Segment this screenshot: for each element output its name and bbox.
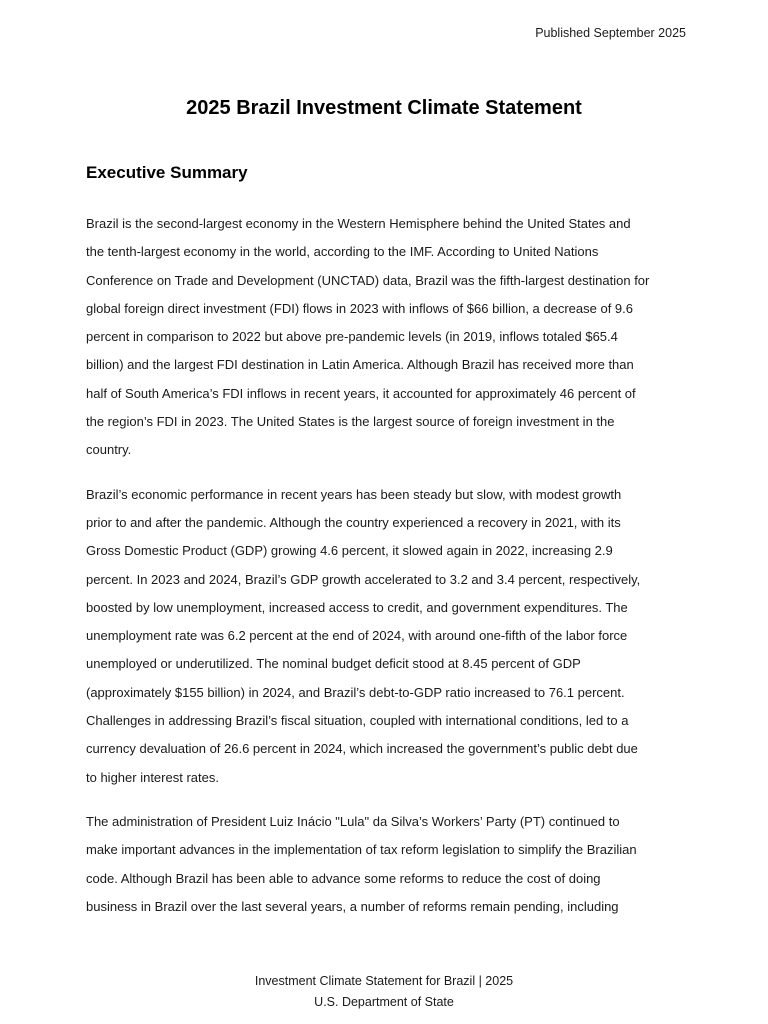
paragraph-line: Gross Domestic Product (GDP) growing 4.6 percent, it slowed again in 2022, increasing 2.9 — [86, 543, 613, 559]
paragraph-line: global foreign direct investment (FDI) flows in 2023 with inflows of $66 billion, a decrease of 9.6 — [86, 300, 634, 316]
page-footer — [0, 971, 768, 1013]
footer-statement-title: Investment Climate Statement for Brazil | 2025 — [254, 974, 514, 988]
paragraph-line: unemployed or underutilized. The nominal budget deficit stood at 8.45 percent of GDP — [86, 656, 581, 672]
paragraph-line: the tenth-largest economy in the world, according to the IMF. According to United Nations — [86, 244, 599, 260]
footer-department: U.S. Department of State — [314, 995, 454, 1009]
published-date: Published September 2025 — [535, 26, 686, 40]
paragraph-3 — [86, 808, 686, 921]
paragraph-line: half of South America’s FDI inflows in recent years, it accounted for approximately 46 percent of — [86, 385, 636, 401]
paragraph-line: business in Brazil over the last several years, a number of reforms remain pending, including — [86, 898, 619, 914]
paragraph-line: boosted by low unemployment, increased access to credit, and government expenditures. The — [86, 599, 628, 615]
paragraph-line: country. — [86, 442, 132, 458]
page-title: 2025 Brazil Investment Climate Statement — [186, 97, 582, 119]
paragraph-line: currency devaluation of 26.6 percent in 2024, which increased the government’s public debt due — [86, 741, 638, 757]
paragraph-line: make important advances in the implementation of tax reform legislation to simplify the Brazilian — [86, 842, 637, 858]
paragraph-line: Brazil is the second-largest economy in the Western Hemisphere behind the United States and — [86, 216, 631, 231]
paragraph-line: prior to and after the pandemic. Although the country experienced a recovery in 2021, with its — [86, 514, 621, 530]
paragraph-line: unemployment rate was 6.2 percent at the end of 2024, with around one-fifth of the labor force — [86, 628, 628, 644]
paragraph-line: the region’s FDI in 2023. The United States is the largest source of foreign investment in the — [86, 414, 615, 430]
paragraph-line: to higher interest rates. — [86, 769, 219, 785]
paragraph-1 — [86, 210, 686, 465]
paragraph-line: Brazil’s economic performance in recent years has been steady but slow, with modest growth — [86, 486, 622, 502]
paragraph-line: percent. In 2023 and 2024, Brazil’s GDP growth accelerated to 3.2 and 3.4 percent, respectively, — [86, 571, 641, 587]
section-heading: Executive Summary — [86, 163, 248, 182]
paragraph-2 — [86, 481, 686, 792]
paragraph-line: Conference on Trade and Development (UNCTAD) data, Brazil was the fifth-largest destination for — [86, 272, 650, 288]
paragraph-line: Challenges in addressing Brazil’s fiscal situation, coupled with international conditions, led to a — [86, 713, 629, 729]
paragraph-line: billion) and the largest FDI destination in Latin America. Although Brazil has received more than — [86, 357, 634, 373]
document-body — [86, 210, 686, 937]
paragraph-line: code. Although Brazil has been able to advance some reforms to reduce the cost of doing — [86, 870, 601, 886]
paragraph-line: The administration of President Luiz Inácio "Lula" da Silva’s Workers’ Party (PT) continued to — [86, 813, 620, 829]
paragraph-line: percent in comparison to 2022 but above pre-pandemic levels (in 2019, inflows totaled $65.4 — [86, 329, 618, 345]
paragraph-line: (approximately $155 billion) in 2024, and Brazil’s debt-to-GDP ratio increased to 76.1 percent. — [86, 684, 625, 700]
